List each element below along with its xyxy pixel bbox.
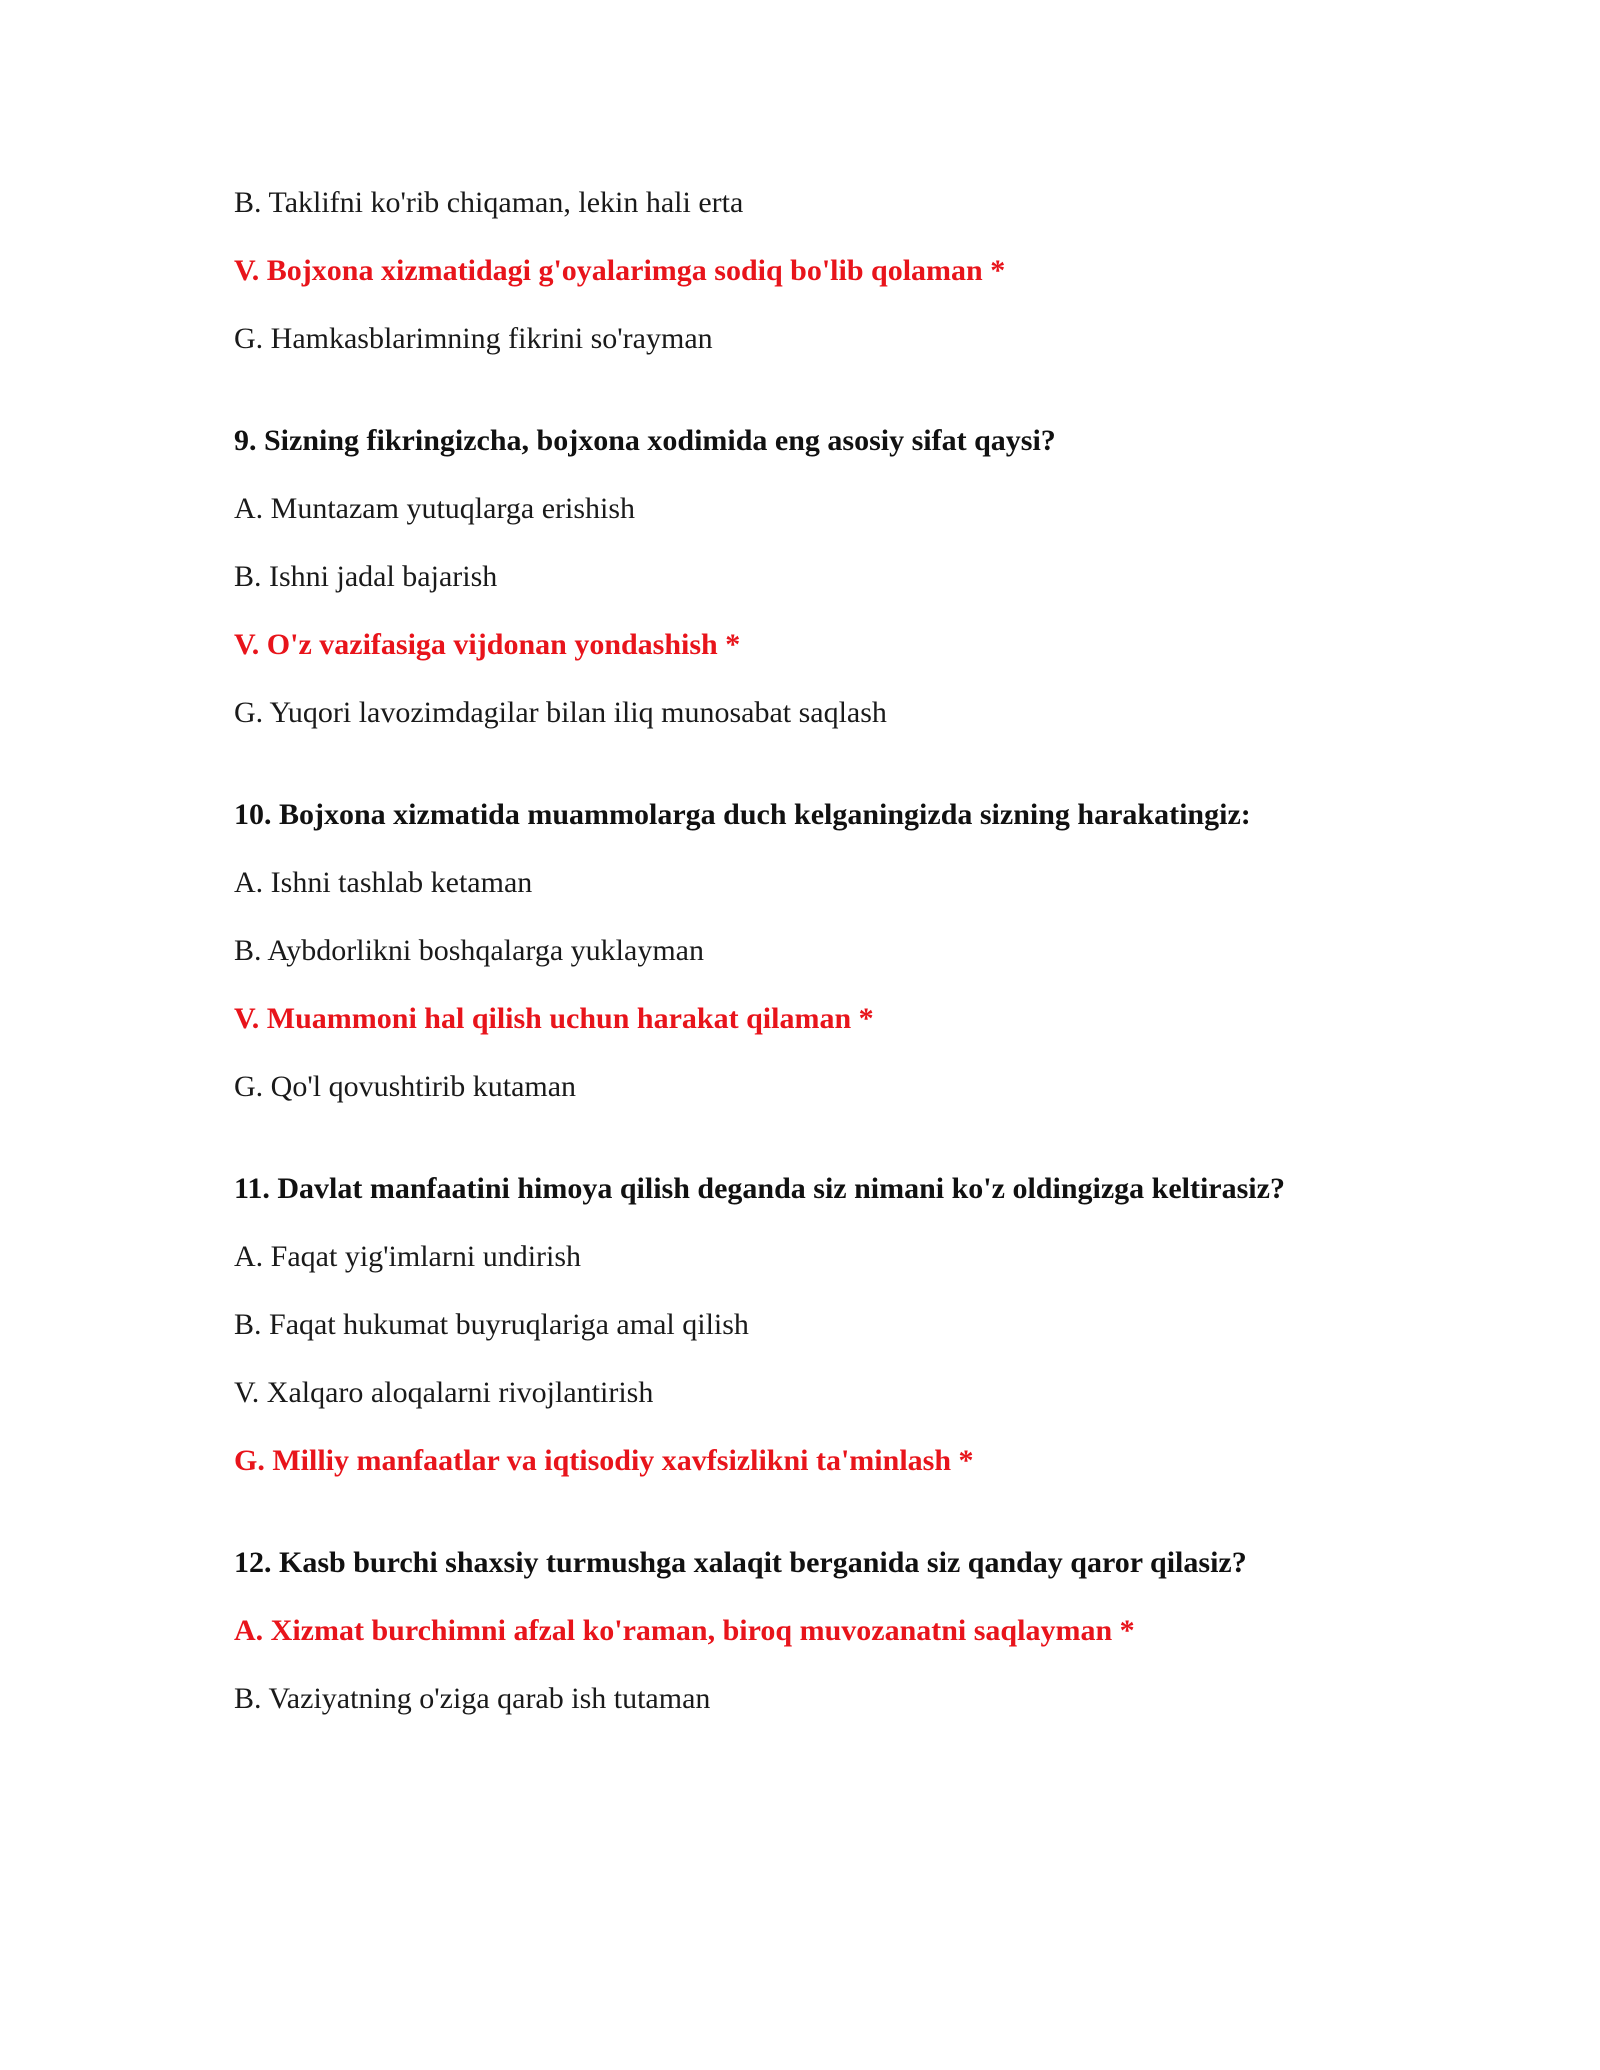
answer-option: A. Ishni tashlab ketaman <box>234 866 533 899</box>
answer-option: B. Faqat hukumat buyruqlariga amal qilish <box>234 1308 749 1341</box>
answer-option: G. Qo'l qovushtirib kutaman <box>234 1070 577 1103</box>
answer-option-correct: V. Bojxona xizmatidagi g'oyalarimga sodiq bo'lib qolaman * <box>234 254 1006 287</box>
question-text: 12. Kasb burchi shaxsiy turmushga xalaqit berganida siz qanday qaror qilasiz? <box>234 1546 1247 1579</box>
answer-option: V. Xalqaro aloqalarni rivojlantirish <box>234 1376 654 1409</box>
answer-option-correct: V. Muammoni hal qilish uchun harakat qilaman * <box>234 1002 874 1035</box>
answer-option: A. Muntazam yutuqlarga erishish <box>234 492 636 525</box>
question-block-10 <box>234 798 1414 1104</box>
answer-option: B. Vaziyatning o'ziga qarab ish tutaman <box>234 1682 711 1715</box>
question-block-12 <box>234 1546 1414 1716</box>
question-text: 10. Bojxona xizmatida muammolarga duch kelganingizda sizning harakatingiz: <box>234 798 1251 831</box>
answer-option-correct: V. O'z vazifasiga vijdonan yondashish * <box>234 628 741 661</box>
question-block-9 <box>234 424 1414 730</box>
answer-option-correct: A. Xizmat burchimni afzal ko'raman, biroq muvozanatni saqlayman * <box>234 1614 1135 1647</box>
answer-option: G. Hamkasblarimning fikrini so'rayman <box>234 322 713 355</box>
answer-option: G. Yuqori lavozimdagilar bilan iliq munosabat saqlash <box>234 696 887 729</box>
answer-option: B. Aybdorlikni boshqalarga yuklayman <box>234 934 704 967</box>
question-text: 11. Davlat manfaatini himoya qilish deganda siz nimani ko'z oldingizga keltirasiz? <box>234 1172 1285 1205</box>
document-page <box>234 186 1414 1784</box>
answer-option-correct: G. Milliy manfaatlar va iqtisodiy xavfsizlikni ta'minlash * <box>234 1444 974 1477</box>
answer-option: B. Taklifni ko'rib chiqaman, lekin hali erta <box>234 186 744 219</box>
answer-option: B. Ishni jadal bajarish <box>234 560 498 593</box>
question-text: 9. Sizning fikringizcha, bojxona xodimida eng asosiy sifat qaysi? <box>234 424 1056 457</box>
answer-option: A. Faqat yig'imlarni undirish <box>234 1240 582 1273</box>
question-block-11 <box>234 1172 1414 1478</box>
question-block-8-continued <box>234 186 1414 356</box>
